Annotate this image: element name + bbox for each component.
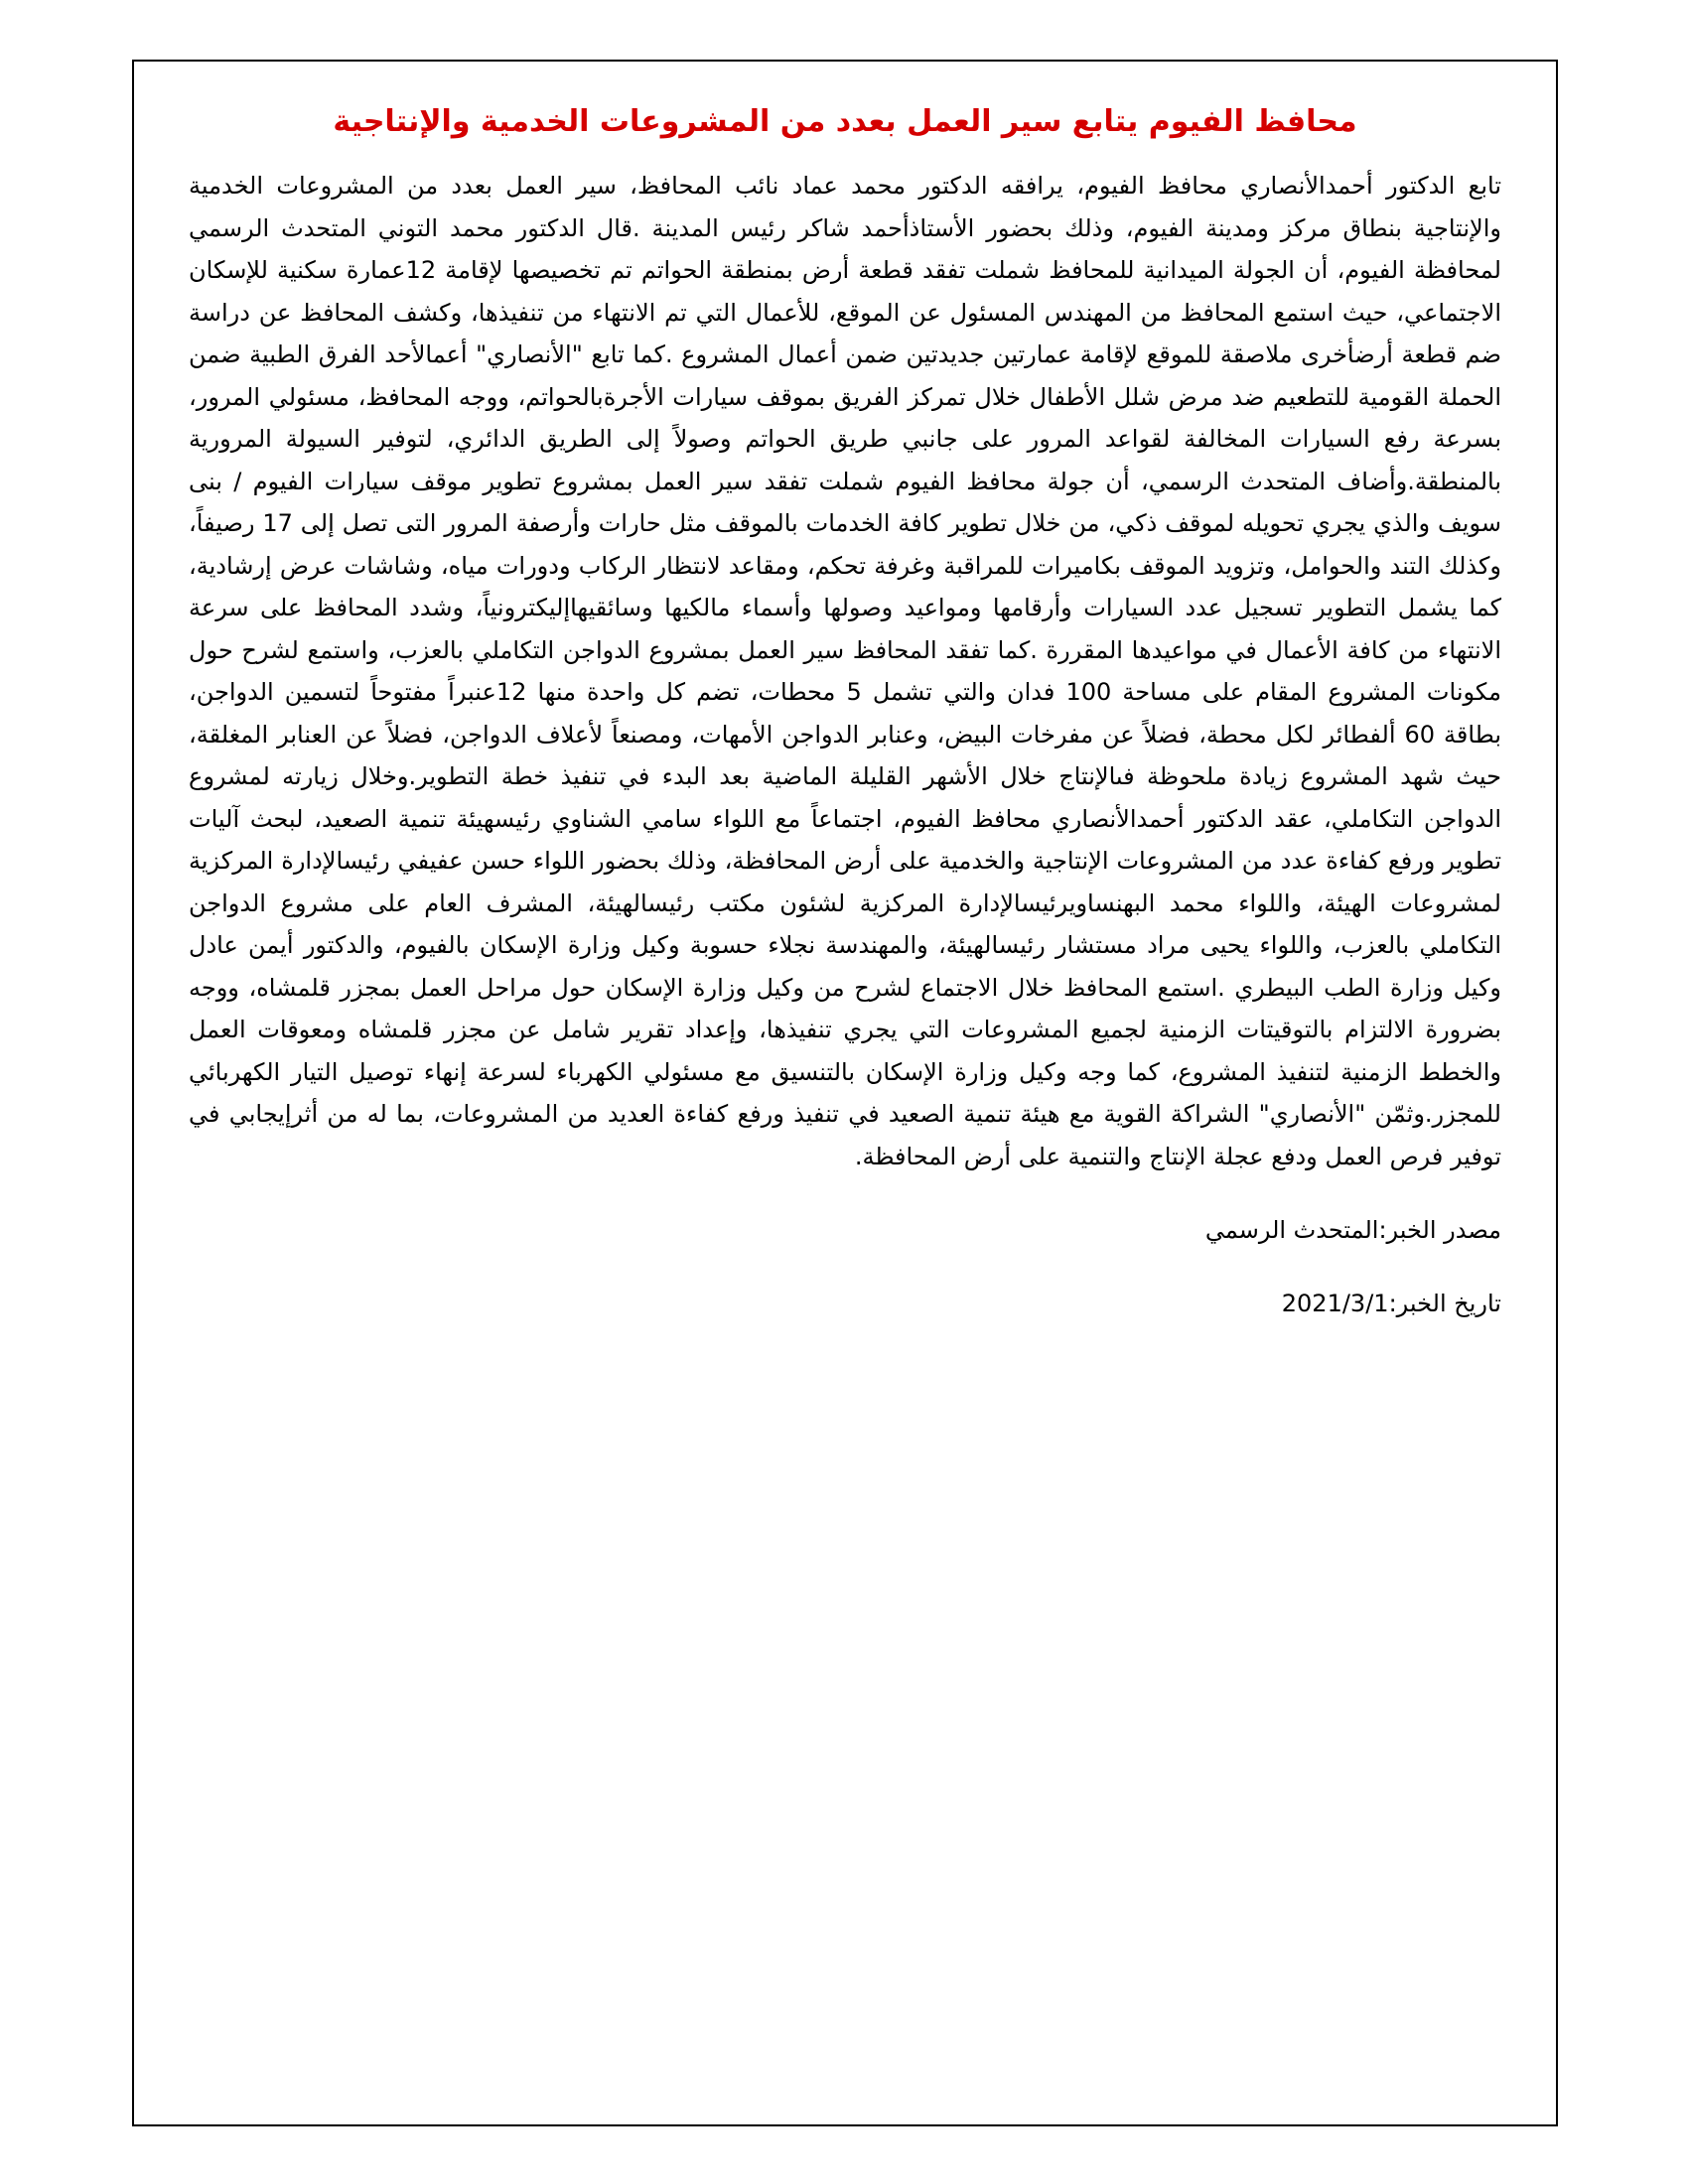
document-frame bbox=[132, 60, 1558, 2126]
document-content bbox=[189, 101, 1501, 1320]
news-source: مصدر الخبر:المتحدث الرسمي bbox=[1204, 1216, 1501, 1244]
article-body: تابع الدكتور أحمدالأنصاري محافظ الفيوم، يرافقه الدكتور محمد عماد نائب المحافظ، سير العمل بعدد من المشروعات الخدمية والإنتاجية بنطاق مركز ومدينة الفيوم، وذلك بحضور الأستاذأحمد شاكر رئيس المدينة .قال الدكتور محمد التوني المتحدث الرسمي لمحافظة الفيوم، أن الجولة الميدانية للمحافظ شملت تفقد قطعة أرض بمنطقة الحواتم تم تخصيصها لإقامة 12عمارة سكنية للإسكان الاجتماعي، حيث استمع المحافظ من المهندس المسئول عن الموقع، للأعمال التي تم الانتهاء من تنفيذها، وكشف المحافظ عن دراسة ضم قطعة أرضأخرى ملاصقة للموقع لإقامة عمارتين جديدتين ضمن أعمال المشروع .كما تابع "الأنصاري" أعمالأحد الفرق الطبية ضمن الحملة القومية للتطعيم ضد مرض شلل الأطفال خلال تمركز الفريق بموقف سيارات الأجرةبالحواتم، ووجه المحافظ، مسئولي المرور، بسرعة رفع السيارات المخالفة لقواعد المرور على جانبي طريق الحواتم وصولاً إلى الطريق الدائري، لتوفير السيولة المرورية بالمنطقة.وأضاف المتحدث الرسمي، أن جولة محافظ الفيوم شملت تفقد سير العمل بمشروع تطوير موقف سيارات الفيوم / بنى سويف والذي يجري تحويله لموقف ذكي، من خلال تطوير كافة الخدمات بالموقف مثل حارات وأرصفة المرور التى تصل إلى 17 رصيفاً، وكذلك التند والحوامل، وتزويد الموقف بكاميرات للمراقبة وغرفة تحكم، ومقاعد لانتظار الركاب ودورات مياه، وشاشات عرض إرشادية، كما يشمل التطوير تسجيل عدد السيارات وأرقامها ومواعيد وصولها وأسماء مالكيها وسائقيهاإليكترونياً، وشدد المحافظ على سرعة الانتهاء من كافة الأعمال في مواعيدها المقررة .كما تفقد المحافظ سير العمل بمشروع الدواجن التكاملي بالعزب، واستمع لشرح حول مكونات المشروع المقام على مساحة 100 فدان والتي تشمل 5 محطات، تضم كل واحدة منها 12عنبراً مفتوحاً لتسمين الدواجن، بطاقة 60 ألفطائر لكل محطة، فضلاً عن مفرخات البيض، وعنابر الدواجن الأمهات، ومصنعاً لأعلاف الدواجن، فضلاً عن العنابر المغلقة، حيث شهد المشروع زيادة ملحوظة فىالإنتاج خلال الأشهر القليلة الماضية بعد البدء في تنفيذ خطة التطوير.وخلال زيارته لمشروع الدواجن التكاملي، عقد الدكتور أحمدالأنصاري محافظ الفيوم، اجتماعاً مع اللواء سامي الشناوي رئيسهيئة تنمية الصعيد، لبحث آليات تطوير ورفع كفاءة عدد من المشروعات الإنتاجية والخدمية على أرض المحافظة، وذلك بحضور اللواء حسن عفيفي رئيسالإدارة المركزية لمشروعات الهيئة، واللواء محمد البهنساويرئيسالإدارة المركزية لشئون مكتب رئيسالهيئة، المشرف العام على مشروع الدواجن التكاملي بالعزب، واللواء يحيى مراد مستشار رئيسالهيئة، والمهندسة نجلاء حسوبة وكيل وزارة الإسكان بالفيوم، والدكتور أيمن عادل وكيل وزارة الطب البيطري .استمع المحافظ خلال الاجتماع لشرح من وكيل وزارة الإسكان حول مراحل العمل بمجزر قلمشاه، ووجه بضرورة الالتزام بالتوقيتات الزمنية لجميع المشروعات التي يجري تنفيذها، وإعداد تقرير شامل عن مجزر قلمشاه ومعوقات العمل والخطط الزمنية لتنفيذ المشروع، كما وجه وكيل وزارة الإسكان بالتنسيق مع مسئولي الكهرباء لسرعة إنهاء توصيل التيار الكهربائي للمجزر.وثمّن "الأنصاري" الشراكة القوية مع هيئة تنمية الصعيد في تنفيذ ورفع كفاءة العديد من المشروعات، بما له من أثرإيجابي في توفير فرص العمل ودفع عجلة الإنتاج والتنمية على أرض المحافظة. bbox=[189, 172, 1501, 1170]
article-title: محافظ الفيوم يتابع سير العمل بعدد من المشروعات الخدمية والإنتاجية bbox=[333, 104, 1357, 139]
news-date: تاريخ الخبر:2021/3/1 bbox=[1281, 1290, 1501, 1317]
